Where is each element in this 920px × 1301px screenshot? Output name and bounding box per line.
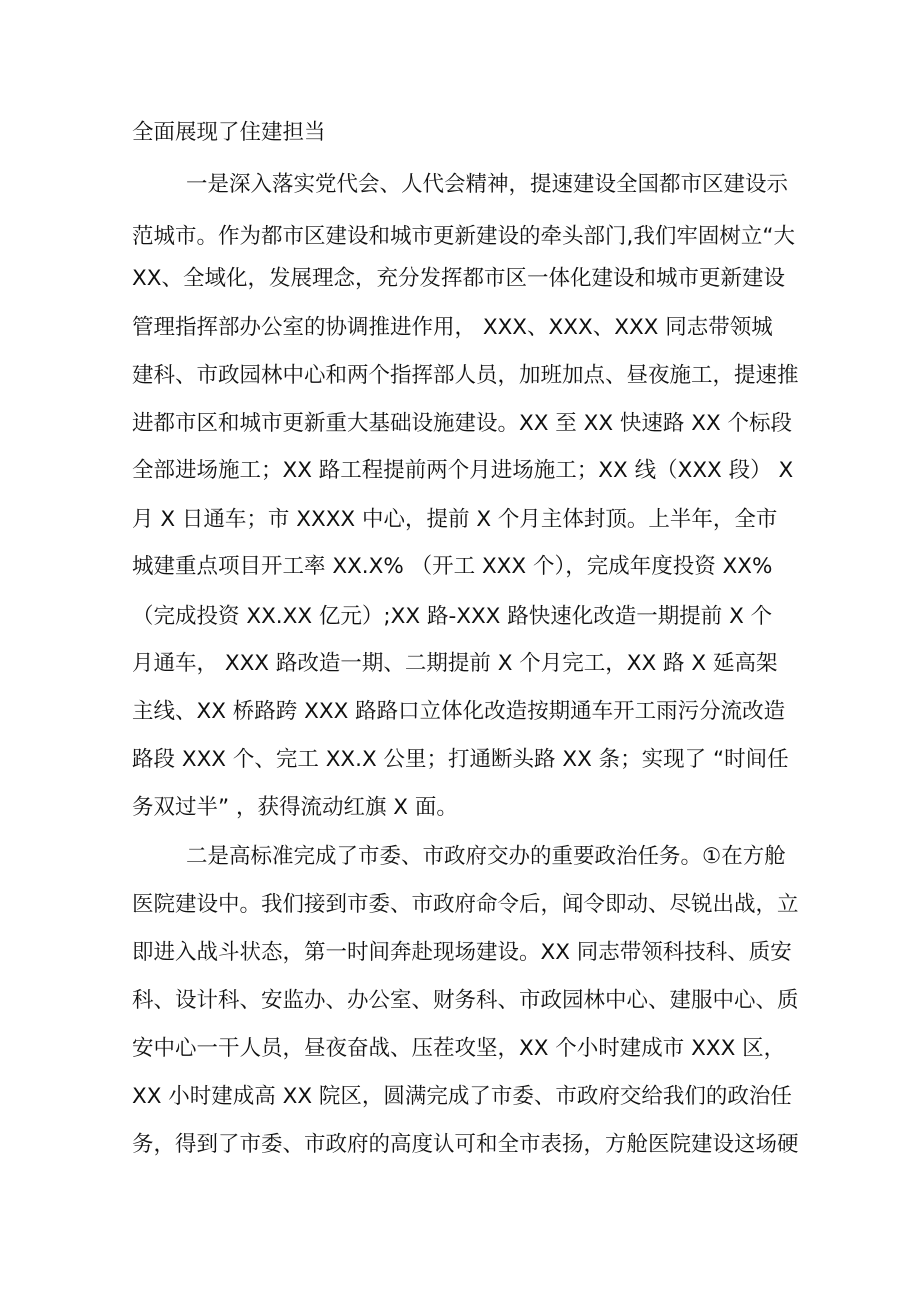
text-line: 安中心一干人员，昼夜奋战、压茬攻坚，XX 个小时建成市 XXX 区， [132,1036,786,1061]
text-line: 医院建设中。我们接到市委、市政府命令后，闻令即动、尽锐出战，立 [132,892,799,917]
text-line: 即进入战斗状态，第一时间奔赴现场建设。XX 同志带领科技科、质安 [132,940,792,965]
paragraph-start: 一是深入落实党代会、人代会精神，提速建设全国都市区建设示 [186,172,789,197]
text-line: 管理指挥部办公室的协调推进作用， XXX、XXX、XXX 同志带领城 [132,315,773,340]
text-line: （完成投资 XX.XX 亿元）;XX 路-XXX 路快速化改造一期提前 X 个 [132,604,773,629]
text-line: 月 X 日通车；市 XXXX 中心，提前 X 个月主体封顶。上半年，全市 [132,507,778,532]
text-line: 全面展现了住建担当 [132,120,326,145]
text-line: 路段 XXX 个、完工 XX.X 公里；打通断头路 XX 条；实现了 “时间任 [132,747,789,772]
text-line: XX 小时建成高 XX 院区，圆满完成了市委、市政府交给我们的政治任 [132,1084,792,1109]
text-line: 务双过半” ，获得流动红旗 X 面。 [132,795,458,820]
text-line: 全部进场施工；XX 路工程提前两个月进场施工；XX 线（XXX 段） X [132,458,794,483]
text-line: 建科、市政园林中心和两个指挥部人员，加班加点、昼夜施工，提速推 [132,363,799,388]
text-line: XX、全域化，发展理念，充分发挥都市区一体化建设和城市更新建设 [132,266,785,291]
text-line: 城建重点项目开工率 XX.X% （开工 XXX 个），完成年度投资 XX% [132,554,773,579]
text-line: 务，得到了市委、市政府的高度认可和全市表扬，方舱医院建设这场硬 [132,1132,799,1157]
text-line: 主线、XX 桥路跨 XXX 路路口立体化改造按期通车开工雨污分流改造 [132,699,786,724]
text-line: 月通车， XXX 路改造一期、二期提前 X 个月完工，XX 路 X 延高架 [132,651,778,676]
text-line: 范城市。作为都市区建设和城市更新建设的牵头部门,我们牢固树立“大 [132,224,795,249]
text-line: 科、设计科、安监办、办公室、财务科、市政园林中心、建服中心、质 [132,988,799,1013]
paragraph-start: 二是高标准完成了市委、市政府交办的重要政治任务。①在方舱 [186,844,786,869]
text-line: 进都市区和城市更新重大基础设施建设。XX 至 XX 快速路 XX 个标段 [132,411,793,436]
